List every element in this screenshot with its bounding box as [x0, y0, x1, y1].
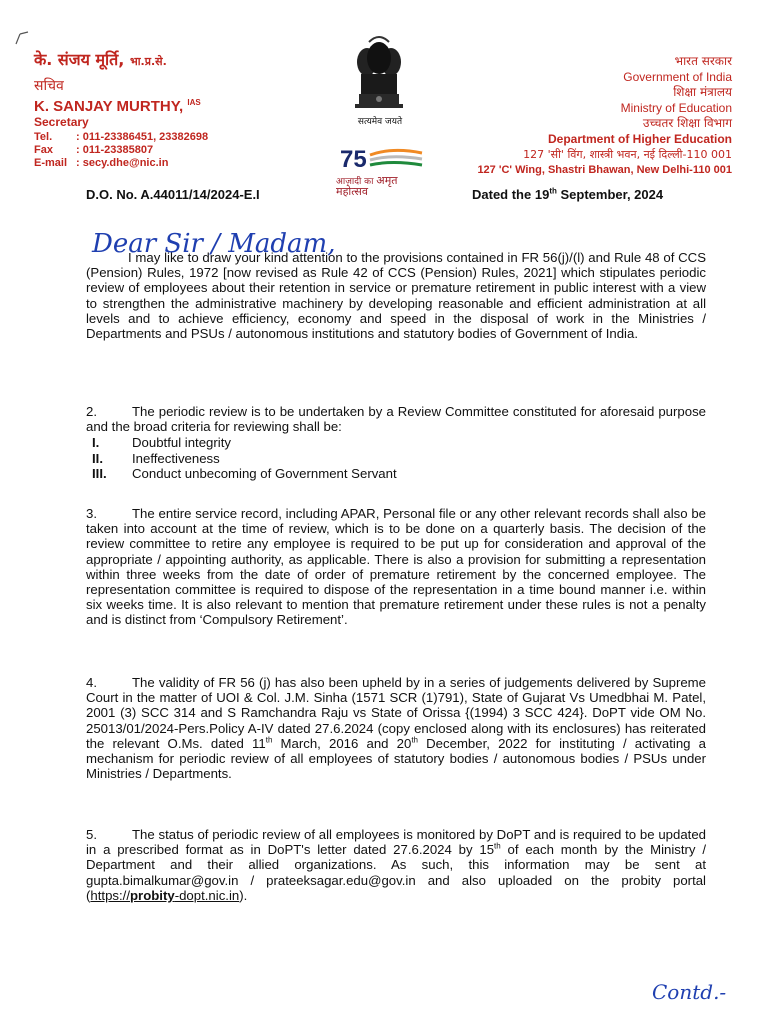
sender-title-hindi: सचिव	[34, 78, 64, 94]
ministry-hindi: शिक्षा मंत्रालय	[673, 85, 732, 99]
letter-date: Dated the 19th September, 2024	[472, 186, 664, 202]
azadi-75-icon	[336, 145, 432, 171]
dept-english: Department of Higher Education	[547, 131, 732, 146]
svg-text:Dear Sir / Madam,: Dear Sir / Madam,	[92, 229, 336, 259]
emblem-motto: सत्यमेव जयते	[357, 117, 403, 127]
corner-mark	[14, 30, 34, 46]
paragraph-4: 4. The validity of FR 56 (j) has also been upheld by in a series of judgements delivered by Supreme Court in the matter of UOI & Col. J.M. Sinha (1571 SCR (1)791), State of Gujarat Vs Umedbhai M. Patel, 2001 (3) SCC 314 and S Ramchandra Raju vs State of Orissa {(1994) 3 SCC 424}. DoPT vide OM No. 25013/01/2024-Pers.Policy A-IV dated 27.6.2024 (copy enclosed along with its enclosures) has reiterated the relevant O.Ms. dated 11th March, 2016 and 20th December, 2022 for instituting / activating a mechanism for periodic review of all employees of statutory bodies / autonomous bodies / PSUs under Ministries / Departments.	[86, 675, 706, 782]
svg-text:75: 75	[340, 146, 367, 171]
fax-line: Fax : 011-23385807	[34, 144, 154, 156]
probity-portal-link[interactable]: https://probity-dopt.nic.in	[90, 887, 240, 903]
reference-number: D.O. No. A.44011/14/2024-E.I	[86, 187, 260, 202]
gov-english: Government of India	[623, 69, 732, 84]
sender-contacts	[34, 131, 208, 170]
azadi-line2: अमृत महोत्सव	[336, 174, 398, 198]
paragraph-1: I may like to draw your kind attention to the provisions contained in FR 56(j)/(l) and Rule 48 of CCS (Pension) Rules, 1972 [now revised as Rule 42 of CCS (Pension) Rules, 2021] which stipulates periodic review of employees about their retention in service or premature retirement in public interest with a view to strengthen the administrative machinery by developing reasonable and efficient administration at all levels and to achieve efficiency, economy and speed in the disposal of work in the Ministries / Departments and PSUs / autonomous institutions and statutory bodies of Government of India.	[86, 250, 706, 342]
sender-name-hindi: के. संजय मूर्ति, भा.प्र.से.	[34, 50, 167, 69]
svg-text:Contd.-: Contd.-	[652, 980, 727, 1004]
list-item: I. Doubtful integrity	[92, 435, 231, 450]
sender-name-english: K. SANJAY MURTHY, $^{IAS}$	[34, 98, 201, 115]
national-emblem-icon	[349, 32, 409, 110]
azadi-line1: आज़ादी का	[336, 177, 374, 187]
paragraph-3: 3. The entire service record, including APAR, Personal file or any other relevant records shall also be taken into account at the time of review, which is to be done on a quarterly basis. The decision of the review committee to retire any employee is required to be put up for consideration and approval of the appropriate / appointing authority, as applicable. There is also a provision for submitting a representation within three weeks from the date of order of premature retirement by the concerned employee. The representation committee is required to dispose of the representation in a time bound manner i.e. within six weeks time. It is also relevant to mention that premature retirement under these rules is not a penalty and is distinct from ‘Compulsory Retirement’.	[86, 506, 706, 628]
list-item: III. Conduct unbecoming of Government Servant	[92, 466, 397, 481]
azadi-ka-amrit-mahotsav-logo	[336, 145, 432, 198]
ministry-english: Ministry of Education	[620, 100, 732, 115]
list-item: II. Ineffectiveness	[92, 450, 220, 466]
office-address	[432, 54, 732, 178]
address-hindi: 127 'सी' विंग, शास्त्री भवन, नई दिल्ली-110 001	[523, 148, 732, 161]
handwritten-contd	[650, 975, 730, 1009]
paragraph-2: 2. The periodic review is to be undertaken by a Review Committee constituted for aforesaid purpose and the broad criteria for reviewing shall be:	[86, 404, 706, 435]
paragraph-5: 5. The status of periodic review of all employees is monitored by DoPT and is required to be updated in a prescribed format as in DoPT's letter dated 27.6.2024 by 15th of each month by the Ministry / Department and their allied organizations. As such, this information may be sent at gupta.bimalkumar@gov.in / prateeksagar.edu@gov.in and also uploaded on the probity portal (https://probity-dopt.nic.in).	[86, 827, 706, 903]
sender-title-english: Secretary	[34, 115, 89, 129]
gov-hindi: भारत सरकार	[674, 54, 732, 68]
address-english: 127 'C' Wing, Shastri Bhawan, New Delhi-110 001	[477, 163, 732, 176]
review-criteria-list	[92, 435, 397, 482]
email-line: E-mail : secy.dhe@nic.in	[34, 157, 169, 169]
dept-hindi: उच्चतर शिक्षा विभाग	[642, 116, 732, 130]
tel-line: Tel. : 011-23386451, 23382698	[34, 131, 209, 143]
